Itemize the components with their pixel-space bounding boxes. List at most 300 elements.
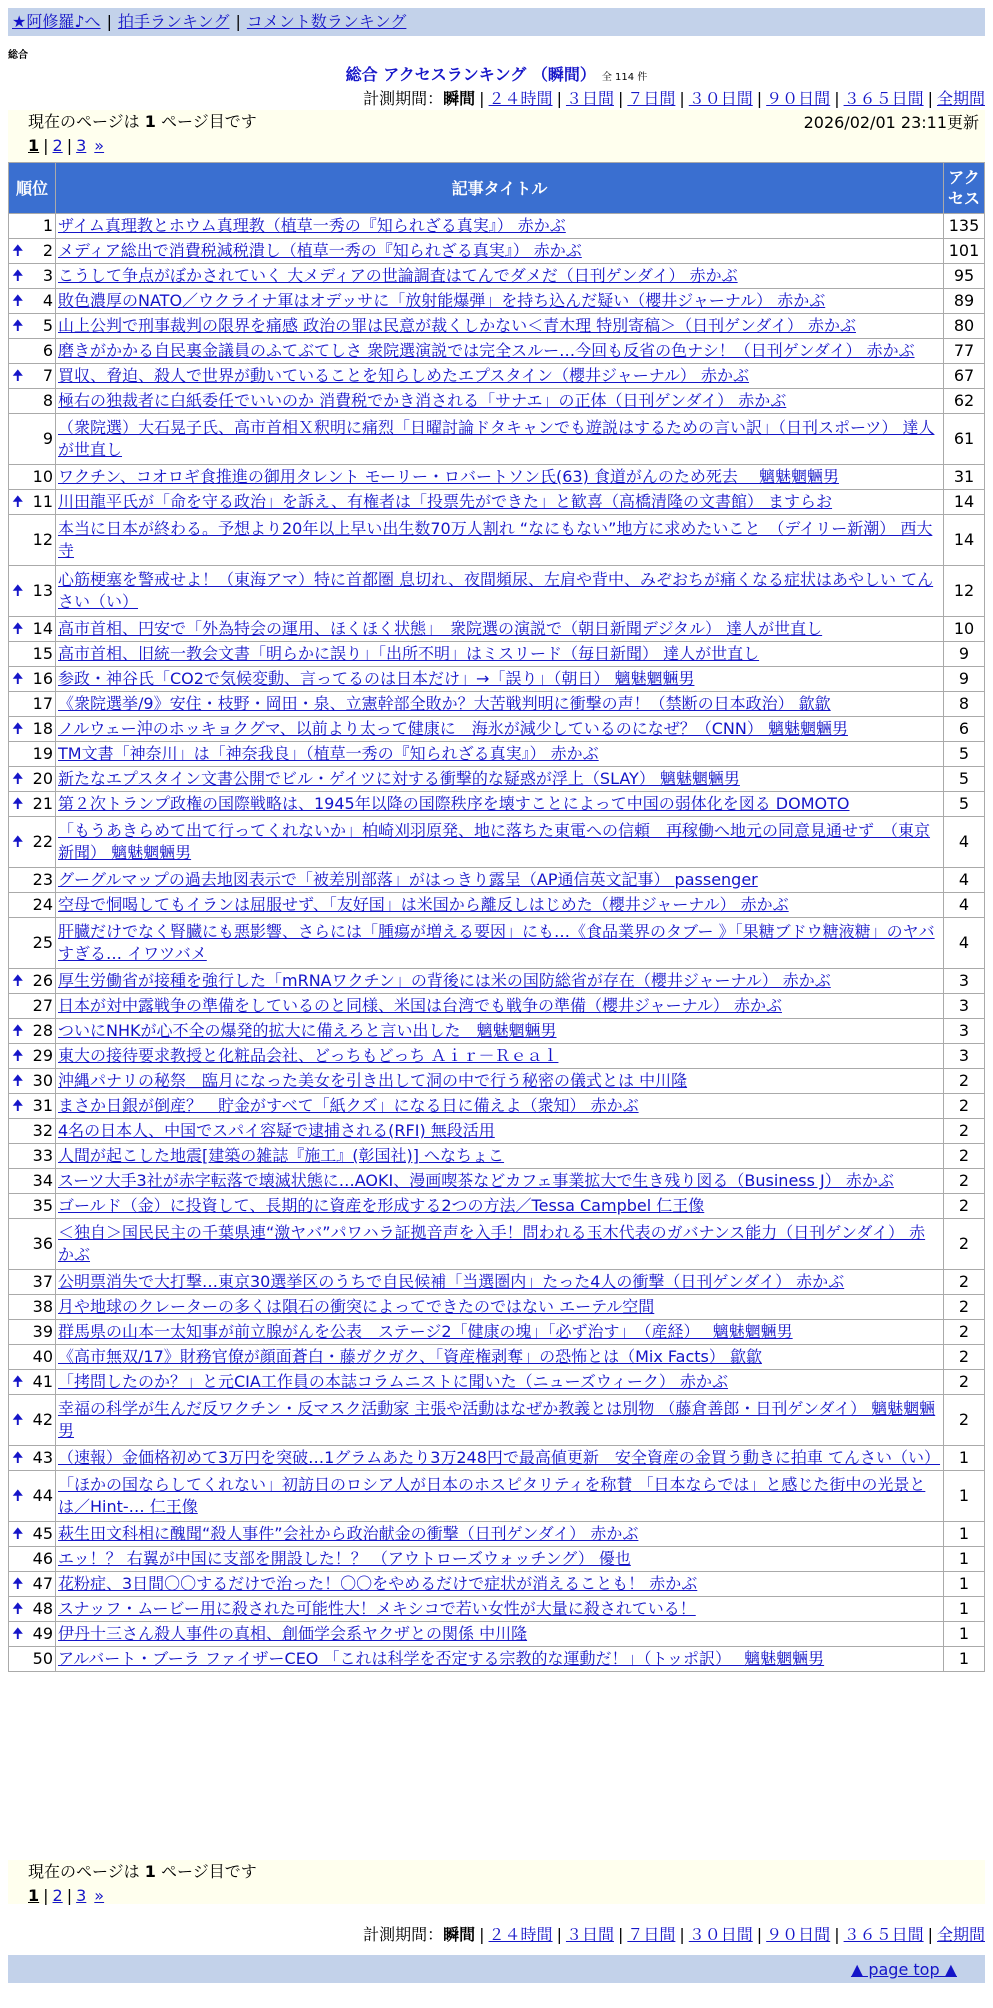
page-3-link[interactable]: 3 <box>76 136 87 155</box>
article-link[interactable]: グーグルマップの過去地図表示で「被差別部落」がはっきり露呈（AP通信英文記事） passenger <box>58 870 758 889</box>
access-count: 61 <box>944 414 985 465</box>
ranking-table <box>8 162 985 1672</box>
rank-cell <box>9 692 56 717</box>
article-link[interactable]: 川田龍平氏が「命を守る政治」を訴え、有権者は「投票先ができた」と歓喜（高橋清隆の文書館） ますらお <box>58 492 833 511</box>
article-link[interactable]: ゴールド（金）に投資して、長期的に資産を形成する2つの方法／Tessa Campbel 仁王像 <box>58 1196 705 1215</box>
period-24h-link[interactable]: ２４時間 <box>488 1925 553 1944</box>
article-link[interactable]: 伊丹十三さん殺人事件の真相、創価学会系ヤクザとの関係 中川隆 <box>58 1624 528 1643</box>
article-link[interactable]: 第２次トランプ政権の国際戦略は、1945年以降の国際秩序を壊すことによって中国の弱体化を図る DOMOTO <box>58 794 850 813</box>
access-count: 1 <box>944 1471 985 1522</box>
title-cell <box>56 1522 944 1547</box>
table-row <box>9 868 985 893</box>
title-cell <box>56 918 944 969</box>
period-7d-link[interactable]: ７日間 <box>627 1925 676 1944</box>
article-link[interactable]: ノルウェー沖のホッキョクグマ、以前より太って健康に 海氷が減少しているのになぜ？（CNN） 魑魅魍魎男 <box>58 719 848 738</box>
rank-number: 48 <box>32 1599 53 1618</box>
title-cell <box>56 1169 944 1194</box>
access-count: 2 <box>944 1094 985 1119</box>
access-count: 2 <box>944 1144 985 1169</box>
period-30d-link[interactable]: ３０日間 <box>688 1925 753 1944</box>
period-all-link[interactable]: 全期間 <box>936 89 985 108</box>
rank-number: 30 <box>32 1071 53 1090</box>
article-link[interactable]: ＜独自＞国民民主の千葉県連“激ヤバ”パワハラ証拠音声を入手！問われる玉木代表のガバナンス能力（日刊ゲンダイ） 赤かぶ <box>58 1223 926 1264</box>
rank-number: 11 <box>32 492 53 511</box>
article-link[interactable]: 日本が対中露戦争の準備をしているのと同様、米国は台湾でも戦争の準備（櫻井ジャーナル） 赤かぶ <box>58 996 782 1015</box>
access-count: 1 <box>944 1446 985 1471</box>
article-link[interactable]: 買収、脅迫、殺人で世界が動いていることを知らしめたエプスタイン（櫻井ジャーナル） 赤かぶ <box>58 366 750 385</box>
rank-number: 4 <box>42 291 53 310</box>
rank-cell <box>9 617 56 642</box>
article-link[interactable]: TM文書「神奈川」は「神奈我良」（植草一秀の『知られざる真実』） 赤かぶ <box>58 744 599 763</box>
rank-number: 39 <box>32 1322 53 1341</box>
rank-number: 31 <box>32 1096 53 1115</box>
footer-bar <box>8 1955 985 1983</box>
title-column-header: 記事タイトル <box>56 163 944 214</box>
article-link[interactable]: 高市首相、円安で「外為特会の運用、ほくほく状態」 衆院選の演説で（朝日新聞デジタル） 達人が世直し <box>58 619 823 638</box>
table-row <box>9 969 985 994</box>
up-arrow-icon: 🠉 <box>12 243 24 259</box>
access-count: 2 <box>944 1370 985 1395</box>
rank-cell <box>9 1194 56 1219</box>
article-link[interactable]: 萩生田文科相に醜聞“殺人事件”会社から政治献金の衝撃（日刊ゲンダイ） 赤かぶ <box>58 1524 639 1543</box>
article-link[interactable]: 公明票消失で大打撃…東京30選挙区のうちで自民候補「当選圏内」たった4人の衝撃（日刊ゲンダイ） 赤かぶ <box>58 1272 845 1291</box>
article-link[interactable]: 沖縄パナリの秘祭＿臨月になった美女を引き出して洞の中で行う秘密の儀式とは 中川隆 <box>58 1071 688 1090</box>
access-count: 135 <box>944 214 985 239</box>
table-row <box>9 1044 985 1069</box>
period-current: 瞬間 <box>443 1925 476 1944</box>
period-3d-link[interactable]: ３日間 <box>565 1925 614 1944</box>
pager-bottom <box>8 1860 985 1904</box>
article-link[interactable]: 心筋梗塞を警戒せよ！（東海アマ）特に首都圏 息切れ、夜間頻尿、左肩や背中、みぞおちが痛くなる症状はあやしい てんさい（い） <box>58 570 934 611</box>
article-link[interactable]: ワクチン、コオロギ食推進の御用タレント モーリー・ロバートソン氏(63) 食道がんのため死去 魑魅魍魎男 <box>58 467 839 486</box>
access-count: 77 <box>944 339 985 364</box>
rank-cell <box>9 868 56 893</box>
title-cell <box>56 1119 944 1144</box>
table-row <box>9 289 985 314</box>
article-link[interactable]: 《高市無双/17》財務官僚が顔面蒼白・藤ガクガク、「資産権剥奪」の恐怖とは（Mix Facts） 歙歙 <box>58 1347 762 1366</box>
rank-number: 41 <box>32 1372 53 1391</box>
up-arrow-icon: 🠉 <box>12 318 24 334</box>
applause-ranking-link[interactable]: 拍手ランキング <box>117 12 230 31</box>
up-arrow-icon: 🠉 <box>12 368 24 384</box>
rank-number: 46 <box>32 1549 53 1568</box>
title-cell <box>56 339 944 364</box>
article-link[interactable]: 幸福の科学が生んだ反ワクチン・反マスク活動家 主張や活動はなぜか教義とは別物 （藤倉善郎・日刊ゲンダイ） 魑魅魍魎男 <box>58 1399 936 1440</box>
rank-cell <box>9 1370 56 1395</box>
access-count: 80 <box>944 314 985 339</box>
up-arrow-icon: 🠉 <box>12 834 24 850</box>
article-link[interactable]: 「ほかの国ならしてくれない」初訪日のロシア人が日本のホスピタリティを称賛 「日本ならでは」と感じた街中の光景とは／Hint-… 仁王像 <box>58 1475 926 1516</box>
rank-number: 33 <box>32 1146 53 1165</box>
article-link[interactable]: 厚生労働省が接種を強行した「mRNAワクチン」の背後には米の国防総省が存在（櫻井ジャーナル） 赤かぶ <box>58 971 831 990</box>
table-row <box>9 994 985 1019</box>
access-count: 5 <box>944 742 985 767</box>
rank-number: 17 <box>32 694 53 713</box>
rank-cell <box>9 1144 56 1169</box>
up-arrow-icon: 🠉 <box>12 1626 24 1642</box>
period-365d-link[interactable]: ３６５日間 <box>843 1925 924 1944</box>
period-all-link[interactable]: 全期間 <box>936 1925 985 1944</box>
rank-cell <box>9 314 56 339</box>
rank-number: 18 <box>32 719 53 738</box>
title-cell <box>56 1471 944 1522</box>
access-count: 8 <box>944 692 985 717</box>
category-tag: 総合 <box>8 50 28 61</box>
title-cell <box>56 792 944 817</box>
title-cell <box>56 1446 944 1471</box>
article-link[interactable]: 極右の独裁者に白紙委任でいいのか 消費税でかき消される「サナエ」の正体（日刊ゲンダイ） 赤かぶ <box>58 391 787 410</box>
title-cell <box>56 1069 944 1094</box>
title-cell <box>56 264 944 289</box>
table-row <box>9 1119 985 1144</box>
page-top-link[interactable]: ▲ page top ▲ <box>850 1960 957 1979</box>
article-link[interactable]: 「もうあきらめて出て行ってくれないか」柏崎刈羽原発、地に落ちた東電への信頼 再稼働へ地元の同意見通せず （東京新聞） 魑魅魍魎男 <box>58 821 931 862</box>
separator: | <box>106 12 112 31</box>
table-row <box>9 1144 985 1169</box>
rank-number: 43 <box>32 1448 53 1467</box>
access-count: 1 <box>944 1647 985 1672</box>
rank-cell <box>9 364 56 389</box>
rank-cell <box>9 969 56 994</box>
table-row <box>9 918 985 969</box>
up-arrow-icon: 🠉 <box>12 1023 24 1039</box>
table-row <box>9 1219 985 1270</box>
title-cell <box>56 1370 944 1395</box>
up-arrow-icon: 🠉 <box>12 973 24 989</box>
table-row <box>9 515 985 566</box>
up-arrow-icon: 🠉 <box>12 721 24 737</box>
access-count: 1 <box>944 1572 985 1597</box>
up-arrow-icon: 🠉 <box>12 1450 24 1466</box>
rank-cell <box>9 767 56 792</box>
up-arrow-icon: 🠉 <box>12 671 24 687</box>
title-cell <box>56 1647 944 1672</box>
rank-cell <box>9 893 56 918</box>
rank-cell <box>9 1547 56 1572</box>
title-cell <box>56 214 944 239</box>
period-selector-bottom: 計測期間：瞬間 | ２４時間 | ３日間 | ７日間 | ３０日間 | ９０日間 | ３６５日間 | 全期間 <box>363 1925 985 1944</box>
title-cell <box>56 692 944 717</box>
table-row <box>9 692 985 717</box>
updated-timestamp: 2026/02/01 23:11更新 <box>803 113 979 132</box>
access-count: 31 <box>944 465 985 490</box>
rank-number: 8 <box>42 391 53 410</box>
rank-cell <box>9 792 56 817</box>
access-count: 2 <box>944 1270 985 1295</box>
rank-column-header: 順位 <box>9 163 56 214</box>
rank-cell <box>9 1295 56 1320</box>
article-link[interactable]: こうして争点がぼかされていく 大メディアの世論調査はてんでダメだ（日刊ゲンダイ） 赤かぶ <box>58 266 738 285</box>
article-link[interactable]: 群馬県の山本一太知事が前立腺がんを公表 ステージ2「健康の塊」「必ず治す」 （産経） 魑魅魍魎男 <box>58 1322 793 1341</box>
page-2-link[interactable]: 2 <box>52 136 63 155</box>
title-cell <box>56 490 944 515</box>
table-row <box>9 1270 985 1295</box>
table-row <box>9 264 985 289</box>
table-row <box>9 1345 985 1370</box>
article-link[interactable]: 本当に日本が終わる。予想より20年以上早い出生数70万人割れ “なにもない”地方に求めたいこと （デイリー新潮） 西大寺 <box>58 519 933 560</box>
rank-cell <box>9 490 56 515</box>
title-cell <box>56 1194 944 1219</box>
rank-number: 49 <box>32 1624 53 1643</box>
article-link[interactable]: 4名の日本人、中国でスパイ容疑で逮捕される(RFI) 無段活用 <box>58 1121 495 1140</box>
rank-cell <box>9 1522 56 1547</box>
title-cell <box>56 1572 944 1597</box>
period-90d-link[interactable]: ９０日間 <box>766 89 831 108</box>
article-link[interactable]: 「拷問したのか？」と元CIA工作員の本誌コラムニストに聞いた（ニューズウィーク） 赤かぶ <box>58 1372 729 1391</box>
table-row <box>9 817 985 868</box>
access-count: 2 <box>944 1119 985 1144</box>
article-link[interactable]: スーツ大手3社が赤字転落で壊滅状態に…AOKI、漫画喫茶などカフェ事業拡大で生き残り図る（Business J） 赤かぶ <box>58 1171 894 1190</box>
access-count: 2 <box>944 1295 985 1320</box>
comment-ranking-link[interactable]: コメント数ランキング <box>246 12 407 31</box>
access-count: 4 <box>944 817 985 868</box>
page-1-current: 1 <box>28 1886 40 1905</box>
access-count: 14 <box>944 490 985 515</box>
table-row <box>9 1295 985 1320</box>
rank-cell <box>9 642 56 667</box>
article-link[interactable]: ザイム真理教とホウム真理教（植草一秀の『知られざる真実』） 赤かぶ <box>58 216 566 235</box>
article-link[interactable]: 参政・神谷氏「CO2で気候変動、言ってるのは日本だけ」→「誤り」（朝日） 魑魅魍魎男 <box>58 669 695 688</box>
rank-number: 29 <box>32 1046 53 1065</box>
access-count: 2 <box>944 1219 985 1270</box>
access-count: 3 <box>944 969 985 994</box>
table-row <box>9 214 985 239</box>
rank-number: 50 <box>32 1649 53 1668</box>
rank-cell <box>9 1320 56 1345</box>
table-row <box>9 767 985 792</box>
rank-number: 23 <box>32 870 53 889</box>
title-cell <box>56 1019 944 1044</box>
table-row <box>9 1194 985 1219</box>
up-arrow-icon: 🠉 <box>12 1374 24 1390</box>
access-count: 1 <box>944 1597 985 1622</box>
rank-number: 40 <box>32 1347 53 1366</box>
title-cell <box>56 717 944 742</box>
access-count: 95 <box>944 264 985 289</box>
article-link[interactable]: 花粉症、3日間〇〇するだけで治った！〇〇をやめるだけで症状が消えることも！ 赤かぶ <box>58 1574 698 1593</box>
access-count: 14 <box>944 515 985 566</box>
table-row <box>9 1597 985 1622</box>
rank-cell <box>9 1572 56 1597</box>
access-column-header: アクセス <box>944 163 985 214</box>
title-cell <box>56 1094 944 1119</box>
table-row <box>9 389 985 414</box>
rank-number: 45 <box>32 1524 53 1543</box>
period-90d-link[interactable]: ９０日間 <box>766 1925 831 1944</box>
article-link[interactable]: 新たなエプスタイン文書公開でビル・ゲイツに対する衝撃的な疑惑が浮上（SLAY） 魑魅魍魎男 <box>58 769 740 788</box>
table-row <box>9 893 985 918</box>
rank-cell <box>9 667 56 692</box>
period-3d-link[interactable]: ３日間 <box>565 89 614 108</box>
article-link[interactable]: （速報）金価格初めて3万円を突破…1グラムあたり3万248円で最高値更新 安全資産の金買う動きに拍車 てんさい（い） <box>58 1448 941 1467</box>
top-nav-bar <box>8 8 985 36</box>
title-cell <box>56 767 944 792</box>
rank-cell <box>9 1019 56 1044</box>
table-row <box>9 617 985 642</box>
period-label: 計測期間： <box>363 89 444 108</box>
access-count: 10 <box>944 617 985 642</box>
article-link[interactable]: ついにNHKが心不全の爆発的拡大に備えろと言い出した 魑魅魍魎男 <box>58 1021 557 1040</box>
access-count: 2 <box>944 1069 985 1094</box>
rank-number: 1 <box>42 216 53 235</box>
rank-number: 27 <box>32 996 53 1015</box>
rank-number: 34 <box>32 1171 53 1190</box>
rank-cell <box>9 1044 56 1069</box>
current-page-info: 現在のページは 1 ページ目です <box>28 112 257 131</box>
rank-cell <box>9 1622 56 1647</box>
title-cell <box>56 994 944 1019</box>
rank-number: 3 <box>42 266 53 285</box>
article-link[interactable]: スナッフ・ムービー用に殺された可能性大！メキシコで若い女性が大量に殺されている！ <box>58 1599 696 1618</box>
pager-top <box>8 110 985 162</box>
table-row <box>9 1622 985 1647</box>
article-link[interactable]: 空母で恫喝してもイランは屈服せず、「友好国」は米国から離反しはじめた（櫻井ジャーナル） 赤かぶ <box>58 895 789 914</box>
access-count: 12 <box>944 566 985 617</box>
rank-cell <box>9 717 56 742</box>
rank-cell <box>9 214 56 239</box>
rank-number: 26 <box>32 971 53 990</box>
rank-number: 19 <box>32 744 53 763</box>
table-row <box>9 1522 985 1547</box>
rank-cell <box>9 566 56 617</box>
table-row <box>9 1019 985 1044</box>
title-cell <box>56 314 944 339</box>
period-24h-link[interactable]: ２４時間 <box>488 89 553 108</box>
home-link[interactable]: ★阿修羅♪へ <box>12 12 101 31</box>
up-arrow-icon: 🠉 <box>12 293 24 309</box>
table-row <box>9 314 985 339</box>
title-cell <box>56 515 944 566</box>
rank-cell <box>9 994 56 1019</box>
access-count: 5 <box>944 792 985 817</box>
rank-number: 38 <box>32 1297 53 1316</box>
title-cell <box>56 1547 944 1572</box>
up-arrow-icon: 🠉 <box>12 796 24 812</box>
title-cell <box>56 1270 944 1295</box>
table-row <box>9 1647 985 1672</box>
title-cell <box>56 1597 944 1622</box>
rank-cell <box>9 414 56 465</box>
period-365d-link[interactable]: ３６５日間 <box>843 89 924 108</box>
rank-number: 12 <box>32 530 53 549</box>
rank-number: 44 <box>32 1486 53 1505</box>
access-count: 5 <box>944 767 985 792</box>
access-count: 2 <box>944 1194 985 1219</box>
page-2-link[interactable]: 2 <box>52 1886 63 1905</box>
article-link[interactable]: 月や地球のクレーターの多くは隕石の衝突によってできたのではない エーテル空間 <box>58 1297 655 1316</box>
access-count: 3 <box>944 1019 985 1044</box>
access-count: 9 <box>944 667 985 692</box>
title-cell <box>56 1295 944 1320</box>
rank-number: 14 <box>32 619 53 638</box>
rank-number: 22 <box>32 832 53 851</box>
rank-cell <box>9 389 56 414</box>
access-count: 62 <box>944 389 985 414</box>
rank-cell <box>9 1647 56 1672</box>
page-3-link[interactable]: 3 <box>76 1886 87 1905</box>
rank-cell <box>9 339 56 364</box>
rank-cell <box>9 918 56 969</box>
rank-cell <box>9 1219 56 1270</box>
table-row <box>9 642 985 667</box>
next-page-link[interactable]: » <box>94 1886 105 1905</box>
access-count: 89 <box>944 289 985 314</box>
total-count: 全 114 件 <box>601 72 648 83</box>
article-link[interactable]: エッ！？ 右翼が中国に支部を開設した！？ （アウトローズウォッチング） 優也 <box>58 1549 631 1568</box>
rank-cell <box>9 515 56 566</box>
period-30d-link[interactable]: ３０日間 <box>688 89 753 108</box>
title-cell <box>56 1320 944 1345</box>
rank-number: 47 <box>32 1574 53 1593</box>
table-row <box>9 1320 985 1345</box>
title-cell <box>56 969 944 994</box>
up-arrow-icon: 🠉 <box>12 494 24 510</box>
article-link[interactable]: メディア総出で消費税減税潰し（植草一秀の『知られざる真実』） 赤かぶ <box>58 241 582 260</box>
table-row <box>9 239 985 264</box>
article-link[interactable]: アルバート・ブーラ ファイザーCEO 「これは科学を否定する宗教的な運動だ！」（トッポ訳） 魑魅魍魎男 <box>58 1649 825 1668</box>
rank-cell <box>9 1597 56 1622</box>
table-row <box>9 414 985 465</box>
rank-number: 25 <box>32 933 53 952</box>
title-cell <box>56 893 944 918</box>
access-count: 2 <box>944 1345 985 1370</box>
table-row <box>9 1370 985 1395</box>
table-row <box>9 490 985 515</box>
article-link[interactable]: 磨きがかかる自民裏金議員のふてぶてしさ 衆院選演説では完全スルー…今回も反省の色ナシ！（日刊ゲンダイ） 赤かぶ <box>58 341 915 360</box>
title-cell <box>56 414 944 465</box>
rank-cell <box>9 1446 56 1471</box>
rank-cell <box>9 264 56 289</box>
article-link[interactable]: 肝臓だけでなく腎臓にも悪影響、さらには「腫瘍が増える要因」にも…《食品業界のタブー 》「果糖ブドウ糖液糖」のヤバすぎる… イワツバメ <box>58 922 935 963</box>
table-header-row <box>9 163 985 214</box>
rank-number: 7 <box>42 366 53 385</box>
article-link[interactable]: 《衆院選挙/9》安住・枝野・岡田・泉、立憲幹部全敗か？大苦戦判明に衝撃の声！（禁断の日本政治） 歙歙 <box>58 694 831 713</box>
title-cell <box>56 389 944 414</box>
rank-cell <box>9 1471 56 1522</box>
access-count: 1 <box>944 1622 985 1647</box>
article-link[interactable]: 人間が起こした地震[建築の雑誌『施工』(彰国社)] へなちょこ <box>58 1146 505 1165</box>
rank-number: 37 <box>32 1272 53 1291</box>
article-link[interactable]: まさか日銀が倒産？ 貯金がすべて「紙クズ」になる日に備えよ（衆知） 赤かぶ <box>58 1096 639 1115</box>
article-link[interactable]: 高市首相、旧統一教会文書「明らかに誤り」「出所不明」はミスリード（毎日新聞） 達人が世直し <box>58 644 760 663</box>
title-cell <box>56 1622 944 1647</box>
title-cell <box>56 667 944 692</box>
article-link[interactable]: （衆院選）大石晃子氏、高市首相Ｘ釈明に痛烈「日曜討論ドタキャンでも遊説はするための言い訳」（日刊スポーツ） 達人が世直し <box>58 418 935 459</box>
title-cell <box>56 1345 944 1370</box>
period-label: 計測期間： <box>363 1925 444 1944</box>
period-current: 瞬間 <box>443 89 476 108</box>
article-link[interactable]: 東大の接待要求教授と化粧品会社、どっちもどっち Ａｉｒ－Ｒｅａｌ <box>58 1046 559 1065</box>
access-count: 6 <box>944 717 985 742</box>
up-arrow-icon: 🠉 <box>12 1073 24 1089</box>
rank-cell <box>9 1345 56 1370</box>
access-count: 3 <box>944 1044 985 1069</box>
article-link[interactable]: 敗色濃厚のNATO／ウクライナ軍はオデッサに「放射能爆弾」を持ち込んだ疑い（櫻井ジャーナル） 赤かぶ <box>58 291 826 310</box>
up-arrow-icon: 🠉 <box>12 1412 24 1428</box>
article-link[interactable]: 山上公判で刑事裁判の限界を痛感 政治の罪は民意が裁くしかない＜青木理 特別寄稿＞（日刊ゲンダイ） 赤かぶ <box>58 316 856 335</box>
period-selector-top: 計測期間：瞬間 | ２４時間 | ３日間 | ７日間 | ３０日間 | ９０日間 | ３６５日間 | 全期間 <box>363 89 985 108</box>
period-7d-link[interactable]: ７日間 <box>627 89 676 108</box>
table-row <box>9 742 985 767</box>
title-cell <box>56 742 944 767</box>
up-arrow-icon: 🠉 <box>12 583 24 599</box>
next-page-link[interactable]: » <box>94 136 105 155</box>
title-cell <box>56 239 944 264</box>
rank-number: 6 <box>42 341 53 360</box>
table-row <box>9 1094 985 1119</box>
access-count: 3 <box>944 994 985 1019</box>
rank-number: 9 <box>42 429 53 448</box>
